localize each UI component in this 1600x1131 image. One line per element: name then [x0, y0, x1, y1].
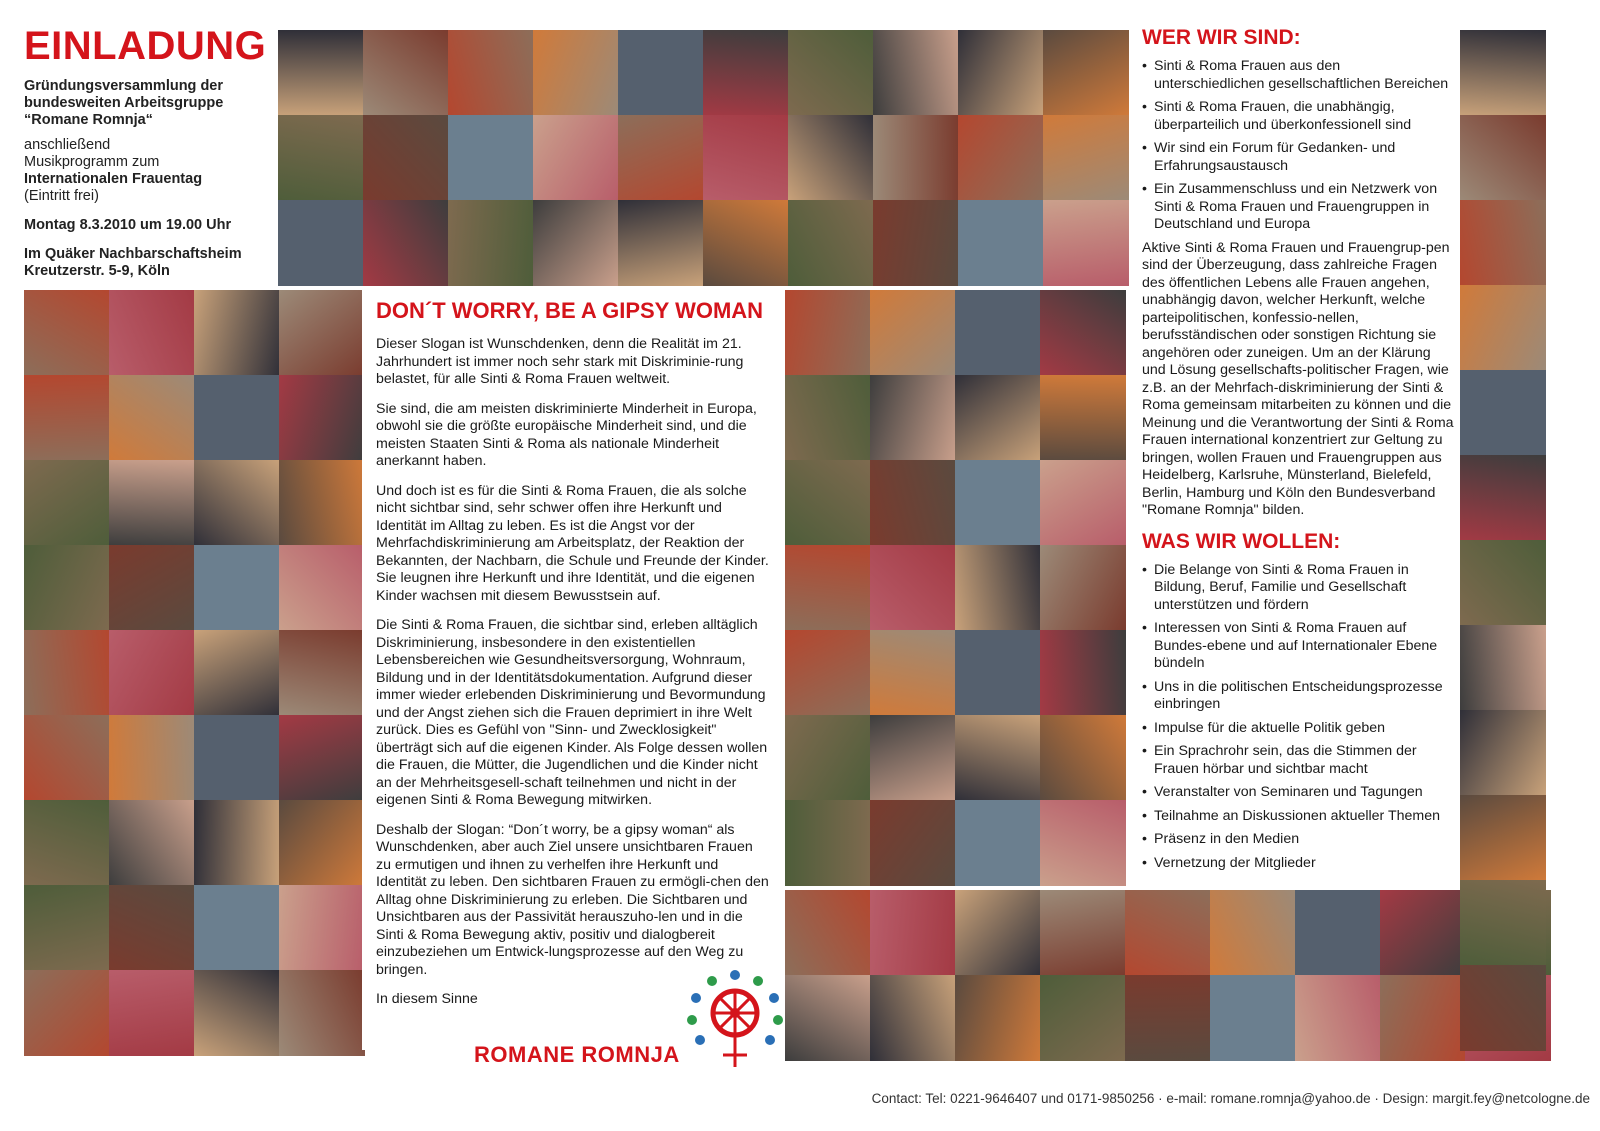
collage-photo — [109, 545, 195, 631]
slogan-paragraph: Deshalb der Slogan: “Don´t worry, be a gipsy woman“ als Wunschdenken, aber auch Ziel unsere unsichtbaren Frauen zu ermutigen und ihnen zu verhelfen ihre Herkunft und Identität zu leben. Den sichtbaren Frauen zu ermögli-chen den Alltag ohne Diskriminierung zu erleben. Die Sichtbaren und Unsichtbaren aus der Passivität herauszuho-len und in die Sinti & Roma Bewegung aktiv, positiv und dialogbereit einzubeziehen um Entwick-lungsprozesse auf den Weg zu bringen. — [376, 821, 769, 978]
collage-photo — [109, 800, 195, 886]
invitation-subtitle — [24, 78, 272, 129]
collage-photo — [788, 200, 874, 286]
slogan-closing: In diesem Sinne — [376, 991, 478, 1007]
collage-photo — [955, 975, 1041, 1061]
collage-photo — [1460, 370, 1546, 456]
collage-photo — [785, 375, 871, 461]
collage-photo — [870, 375, 956, 461]
venue-line: Im Quäker Nachbarschaftsheim — [24, 246, 242, 262]
who-item: • Sinti & Roma Frauen aus den unterschiedlichen gesellschaftlichen Bereichen — [1142, 58, 1454, 93]
collage-photo — [958, 200, 1044, 286]
goal-item: • Vernetzung der Mitglieder — [1142, 855, 1454, 873]
collage-photo — [785, 890, 871, 976]
collage-photo — [279, 630, 365, 716]
collage-photo — [1460, 880, 1546, 966]
collage-photo — [870, 975, 956, 1061]
collage-photo — [109, 290, 195, 376]
wheel-icon — [713, 991, 757, 1067]
collage-photo — [1460, 540, 1546, 626]
collage-photo — [194, 800, 280, 886]
collage-photo — [1460, 285, 1546, 371]
collage-photo — [24, 970, 110, 1056]
collage-photo — [24, 800, 110, 886]
subtitle-line: Gründungsversammlung der — [24, 78, 224, 94]
collage-photo — [533, 30, 619, 116]
collage-photo — [1040, 460, 1126, 546]
invitation-title: EINLADUNG — [24, 24, 267, 68]
collage-photo — [1295, 975, 1381, 1061]
collage-photo — [363, 115, 449, 201]
collage-photo — [1043, 30, 1129, 116]
collage-photo — [1043, 200, 1129, 286]
slogan-heading: DON´T WORRY, BE A GIPSY WOMAN — [376, 298, 764, 323]
collage-photo — [955, 375, 1041, 461]
collage-photo — [194, 290, 280, 376]
collage-photo — [24, 885, 110, 971]
collage-photo — [109, 715, 195, 801]
collage-photo — [1040, 290, 1126, 376]
collage-photo — [955, 800, 1041, 886]
subtitle-line: bundesweiten Arbeitsgruppe — [24, 95, 224, 111]
collage-photo — [873, 115, 959, 201]
collage-photo — [703, 30, 789, 116]
collage-photo — [363, 30, 449, 116]
collage-photo — [1125, 890, 1211, 976]
collage-photo — [1460, 625, 1546, 711]
collage-photo — [873, 30, 959, 116]
collage-photo — [1210, 975, 1296, 1061]
collage-photo — [785, 290, 871, 376]
collage-photo — [279, 885, 365, 971]
collage-photo — [870, 630, 956, 716]
goal-item: • Veranstalter von Seminaren und Tagungen — [1142, 784, 1454, 802]
who-paragraph: Aktive Sinti & Roma Frauen und Frauengrup-pen sind der Überzeugung, dass zahlreiche Fragen des öffentlichen Lebens alle Frauen angehen, unabhängig davon, welcher Herkunft, welche parteipolitischen, konfessio-nellen, berufsständischen oder sonstigen Richtung sie angehören oder zuneigen. Um an der Klärung und Lösung gesellschafts-politischer Fragen, wie z.B. an der Mehrfach-diskriminierung der Sinti & Roma gemeinsam mitarbeiten zu können und die Meinung und die Verantwortung der Sinti & Roma Frauen international konzentriert zur Geltung zu bringen, wollen Frauen und Frauengruppen aus Heidelberg, Karlsruhe, Münsterland, Bielefeld, Berlin, Hamburg und Köln den Bundesverband "Romane Romnja" bilden. — [1142, 239, 1454, 518]
goals-heading: WAS WIR WOLLEN: — [1142, 529, 1341, 553]
collage-photo — [278, 30, 364, 116]
collage-photo — [24, 460, 110, 546]
slogan-paragraph: Die Sinti & Roma Frauen, die sichtbar sind, erleben alltäglich Diskriminierung, insbesondere in den existentiellen Lebensbereichen wie Gesundheitsversorgung, Wohnraum, Bildung und in der Identitätsdokumentation. Aufgrund dieser immer wieder erlebenden Diskriminierung und Bevormundung und der Angst ziehen sich die Frauen deprimiert in ihre Welt zurück. Dies es Gefühl von "Sinn- und Zwecklosigkeit" überträgt sich auf die eigenen Kinder. Als Folge dessen wollen die Frauen, die Mütter, die Jugendlichen und die Kinder nicht an der Mehrheitsgesell-schaft teilnehmen und nicht in der eigenen Sinti & Roma Bewegung mitwirken. — [376, 617, 768, 808]
collage-photo — [788, 115, 874, 201]
collage-photo — [194, 630, 280, 716]
slogan-paragraph: Sie sind, die am meisten diskriminierte Minderheit in Europa, obwohl sie die größte europäische Minderheit sind, und die meisten Staaten Sinti & Roma als nationale Minderheit anerkannt haben. — [376, 400, 757, 469]
goal-item: • Teilnahme an Diskussionen aktueller Themen — [1142, 808, 1454, 826]
goal-item: • Uns in die politischen Entscheidungsprozesse einbringen — [1142, 679, 1454, 714]
collage-photo — [1040, 545, 1126, 631]
collage-photo — [873, 200, 959, 286]
collage-photo — [279, 545, 365, 631]
collage-photo — [1040, 890, 1126, 976]
collage-photo — [955, 290, 1041, 376]
collage-photo — [279, 375, 365, 461]
collage-photo — [279, 715, 365, 801]
collage-photo — [533, 115, 619, 201]
collage-photo — [1460, 965, 1546, 1051]
collage-photo — [278, 200, 364, 286]
collage-photo — [1040, 630, 1126, 716]
collage-photo — [785, 800, 871, 886]
collage-photo — [955, 890, 1041, 976]
collage-photo — [109, 460, 195, 546]
who-list — [1142, 58, 1454, 234]
about-panel — [1130, 26, 1458, 888]
event-date: Montag 8.3.2010 um 19.00 Uhr — [24, 217, 232, 233]
collage-photo — [1460, 455, 1546, 541]
collage-photo — [1295, 890, 1381, 976]
collage-photo — [870, 460, 956, 546]
goal-item: • Impulse für die aktuelle Politik geben — [1142, 720, 1454, 738]
collage-photo — [1380, 890, 1466, 976]
collage-photo — [194, 715, 280, 801]
program-info — [24, 137, 272, 205]
collage-photo — [955, 460, 1041, 546]
collage-photo — [618, 30, 704, 116]
collage-photo — [1210, 890, 1296, 976]
collage-photo — [24, 630, 110, 716]
collage-photo — [278, 115, 364, 201]
collage-photo — [448, 200, 534, 286]
subtitle-line: “Romane Romnja“ — [24, 112, 153, 128]
collage-photo — [788, 30, 874, 116]
collage-photo — [194, 885, 280, 971]
collage-photo — [703, 200, 789, 286]
collage-photo — [1460, 710, 1546, 796]
goal-item: • Präsenz in den Medien — [1142, 831, 1454, 849]
collage-photo — [785, 630, 871, 716]
collage-photo — [955, 715, 1041, 801]
collage-photo — [279, 290, 365, 376]
collage-photo — [109, 630, 195, 716]
collage-photo — [1040, 715, 1126, 801]
program-line: anschließend — [24, 137, 111, 153]
program-line: (Eintritt frei) — [24, 188, 99, 204]
collage-photo — [24, 375, 110, 461]
who-heading: WER WIR SIND: — [1142, 26, 1301, 49]
who-item: • Ein Zusammenschluss und ein Netzwerk von Sinti & Roma Frauen und Frauengruppen in Deutschland und Europa — [1142, 181, 1454, 234]
collage-photo — [785, 975, 871, 1061]
collage-photo — [1460, 30, 1546, 116]
event-venue — [24, 246, 272, 280]
logo-text: ROMANE ROMNJA — [474, 1042, 680, 1067]
slogan-panel — [362, 290, 782, 1050]
collage-photo — [955, 545, 1041, 631]
collage-photo — [1040, 800, 1126, 886]
collage-photo — [618, 115, 704, 201]
collage-photo — [1043, 115, 1129, 201]
goal-item: • Ein Sprachrohr sein, das die Stimmen der Frauen hörbar und sichtbar macht — [1142, 743, 1454, 778]
collage-photo — [109, 375, 195, 461]
collage-photo — [870, 545, 956, 631]
collage-photo — [109, 885, 195, 971]
collage-photo — [958, 30, 1044, 116]
collage-photo — [870, 715, 956, 801]
goal-item: • Die Belange von Sinti & Roma Frauen in Bildung, Beruf, Familie und Gesellschaft unterstützen und fördern — [1142, 562, 1454, 615]
collage-photo — [1040, 975, 1126, 1061]
collage-photo — [870, 290, 956, 376]
collage-photo — [958, 115, 1044, 201]
collage-photo — [1380, 975, 1466, 1061]
collage-photo — [194, 545, 280, 631]
collage-photo — [363, 200, 449, 286]
collage-photo — [194, 970, 280, 1056]
romane-romnja-logo — [680, 965, 790, 1075]
collage-photo — [448, 115, 534, 201]
contact-footer: Contact: Tel: 0221-9646407 und 0171-9850256 · e-mail: romane.romnja@yahoo.de · Design: margit.fey@netcologne.de — [871, 1091, 1590, 1106]
collage-photo — [618, 200, 704, 286]
who-item: • Sinti & Roma Frauen, die unabhängig, überparteilich und überkonfessionell sind — [1142, 99, 1454, 134]
collage-photo — [533, 200, 619, 286]
collage-photo — [24, 545, 110, 631]
collage-photo — [194, 375, 280, 461]
program-line: Internationalen Frauentag — [24, 171, 203, 187]
goal-item: • Interessen von Sinti & Roma Frauen auf Bundes-ebene und auf Internationaler Ebene bündeln — [1142, 620, 1454, 673]
who-item: • Wir sind ein Forum für Gedanken- und Erfahrungsaustausch — [1142, 140, 1454, 175]
collage-photo — [24, 290, 110, 376]
collage-photo — [1460, 795, 1546, 881]
collage-photo — [279, 970, 365, 1056]
collage-photo — [1040, 375, 1126, 461]
collage-photo — [279, 460, 365, 546]
collage-photo — [1460, 115, 1546, 201]
slogan-paragraph: Dieser Slogan ist Wunschdenken, denn die Realität im 21. Jahrhundert ist immer noch sehr stark mit Diskriminie-rung belastet, für alle Sinti & Roma Frauen weltweit. — [376, 336, 744, 387]
goals-list — [1142, 562, 1454, 873]
collage-photo — [279, 800, 365, 886]
collage-photo — [194, 460, 280, 546]
collage-photo — [785, 545, 871, 631]
collage-photo — [448, 30, 534, 116]
slogan-paragraph: Und doch ist es für die Sinti & Roma Frauen, die als solche nicht sichtbar sind, sehr schwer offen ihre Herkunft und Identität im Alltag zu leben. Es ist die Angst vor der Mehrfachdiskriminierung am Arbeitsplatz, der Reaktion der Bekannten, der Nachbarn, die Schule und Freunde der Kinder. Sie leugnen ihre Herkunft und ihre Identität, und die eigenen Kinder wachsen mit diesem Bewusstsein auf. — [376, 482, 769, 604]
collage-photo — [24, 715, 110, 801]
collage-photo — [955, 630, 1041, 716]
program-line: Musikprogramm zum — [24, 154, 160, 170]
collage-photo — [870, 890, 956, 976]
collage-photo — [870, 800, 956, 886]
invitation-panel — [24, 26, 272, 282]
collage-photo — [703, 115, 789, 201]
venue-line: Kreutzerstr. 5-9, Köln — [24, 263, 170, 279]
collage-photo — [1460, 200, 1546, 286]
collage-photo — [785, 715, 871, 801]
collage-photo — [785, 460, 871, 546]
collage-photo — [1125, 975, 1211, 1061]
collage-photo — [109, 970, 195, 1056]
